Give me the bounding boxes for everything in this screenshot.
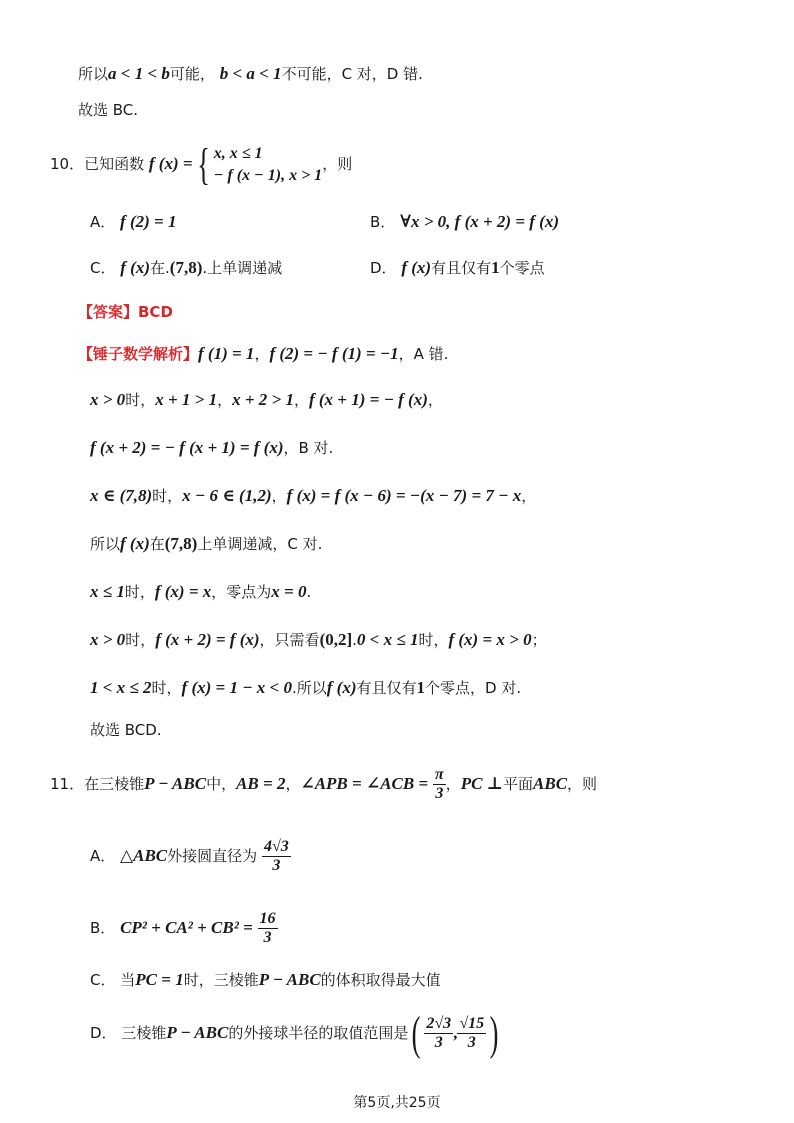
page-footer: 第5页,共25页 bbox=[353, 1095, 441, 1111]
option-10c: C． f (x)在.(7,8).上单调递减 bbox=[90, 258, 283, 277]
solution-line-9: 故选 BCD. bbox=[90, 721, 162, 739]
text-line-2: 故选 BC. bbox=[78, 101, 139, 119]
solution-line-8: 1 < x ≤ 2时，f (x) = 1 − x < 0.所以f (x)有且仅有1个零点，D 对. bbox=[90, 678, 522, 697]
option-10b: B． ∀x > 0, f (x + 2) = f (x) bbox=[370, 212, 560, 231]
fraction-2sqrt3-3: $\frac{2√3}{3}$ bbox=[426, 1015, 452, 1051]
solution-line-5: 所以f (x)在(7,8)上单调递减，C 对. bbox=[90, 534, 323, 553]
fraction-pi-3: $\frac{\pi}{3}$ bbox=[434, 766, 444, 802]
option-11d: D． 三棱锥P − ABC的外接球半径的取值范围是( $\frac{2√3}{3}$ , $\frac{√15}{3}$ ) bbox=[90, 1006, 499, 1060]
question-10: 10．已知函数 f (x) ={ x, x ≤ 1 − f (x − 1), x > 1 ，则 bbox=[50, 139, 353, 189]
question-11: 11．在三棱锥P − ABC中，AB = 2，∠APB = ∠ACB = $\frac{\pi}{3}$ ，PC ⊥平面ABC，则 bbox=[50, 766, 598, 802]
option-10a: A． f (2) = 1 bbox=[90, 212, 177, 231]
left-paren: ( bbox=[411, 1006, 421, 1060]
fraction-sqrt15-3: $\frac{√15}{3}$ bbox=[459, 1015, 485, 1051]
option-11a: A． △ABC外接圆直径为 $\frac{4√3}{3}$ bbox=[90, 838, 289, 874]
solution-line-2: x > 0时，x + 1 > 1，x + 2 > 1，f (x + 1) = − f (x)， bbox=[90, 390, 443, 409]
brace-icon: { bbox=[196, 139, 210, 189]
option-10d: D． f (x)有且仅有1个零点 bbox=[370, 258, 545, 277]
piecewise-cases: x, x ≤ 1 − f (x − 1), x > 1 bbox=[213, 144, 323, 184]
option-11c: C． 当PC = 1时，三棱锥P − ABC的体积取得最大值 bbox=[90, 970, 441, 989]
fraction-16-3: $\frac{16}{3}$ bbox=[259, 910, 276, 946]
solution-line-1: 【锤子数学解析】f (1) = 1，f (2) = − f (1) = −1，A 错. bbox=[78, 344, 449, 363]
solution-line-3: f (x + 2) = − f (x + 1) = f (x)，B 对. bbox=[90, 438, 334, 457]
right-paren: ) bbox=[489, 1006, 499, 1060]
answer: 【答案】BCD bbox=[78, 303, 173, 321]
option-11b: B． CP² + CA² + CB² = $\frac{16}{3}$ bbox=[90, 910, 276, 946]
solution-line-6: x ≤ 1时，f (x) = x，零点为x = 0. bbox=[90, 582, 312, 601]
text-line-1: 所以a < 1 < b可能， b < a < 1不可能，C 对，D 错. bbox=[78, 64, 423, 83]
solution-line-7: x > 0时，f (x + 2) = f (x)，只需看(0,2].0 < x ≤ 1时，f (x) = x > 0； bbox=[90, 630, 547, 649]
fraction-4sqrt3-3: $\frac{4√3}{3}$ bbox=[263, 838, 289, 874]
solution-line-4: x ∈ (7,8)时，x − 6 ∈ (1,2)，f (x) = f (x − 6) = −(x − 7) = 7 − x， bbox=[90, 486, 537, 505]
